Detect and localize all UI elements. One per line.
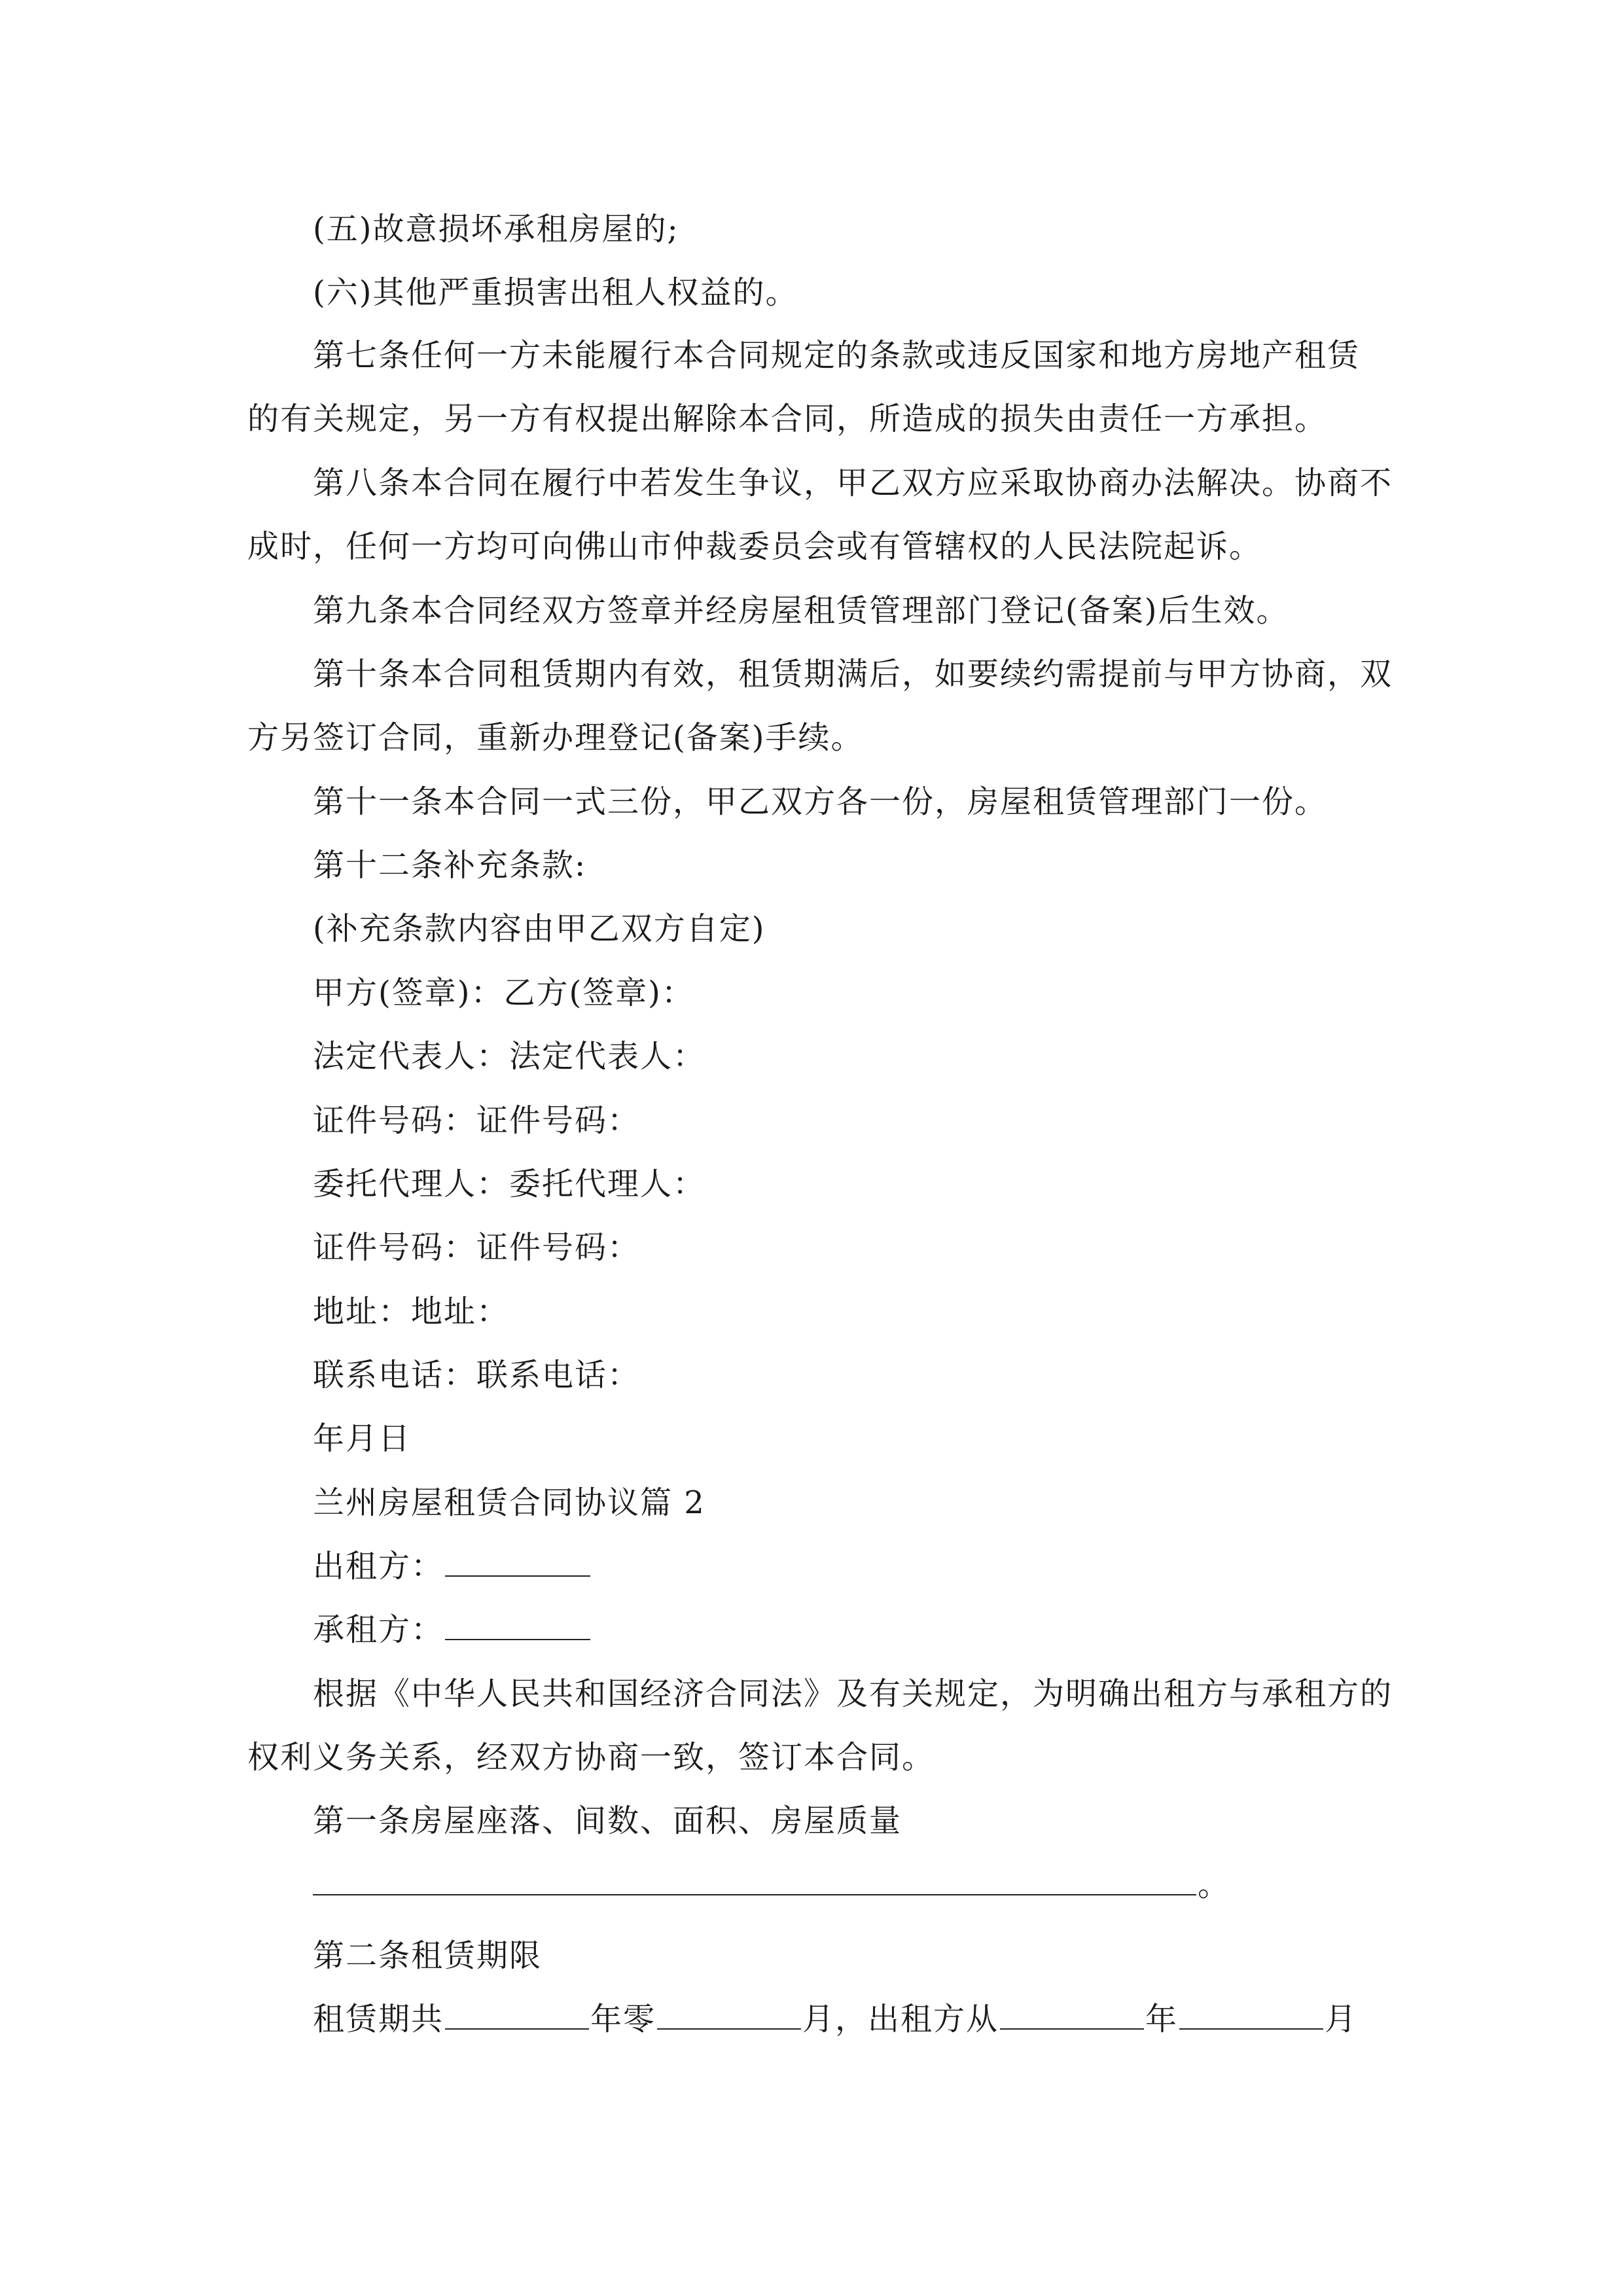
text-line: 第二条租赁期限	[313, 1937, 543, 1974]
lessee-line	[313, 1610, 592, 1649]
text-line: (补充条款内容由甲乙双方自定)	[313, 910, 766, 947]
lessee-label: 承租方：	[313, 1611, 444, 1648]
text-line: 证件号码：证件号码：	[313, 1102, 641, 1139]
text-line: 根据《中华人民共和国经济合同法》及有关规定，为明确出租方与承租方的	[313, 1676, 1393, 1712]
text-line: 成时，任何一方均可向佛山市仲裁委员会或有管辖权的人民法院起诉。	[247, 528, 1262, 565]
text-line: 第十一条本合同一式三份，甲乙双方各一份，房屋租赁管理部门一份。	[313, 783, 1328, 820]
text-line: 证件号码：证件号码：	[313, 1229, 641, 1266]
text-line: (五)故意损坏承租房屋的;	[313, 211, 679, 247]
property-description-blank	[313, 1865, 1196, 1895]
text-line: 第一条房屋座落、间数、面积、房屋质量	[313, 1803, 902, 1839]
text-line: 权利义务关系，经双方协商一致，签订本合同。	[247, 1739, 935, 1776]
text-line: 的有关规定，另一方有权提出解除本合同，所造成的损失由责任一方承担。	[247, 401, 1328, 437]
start-month-blank	[1179, 2000, 1323, 2030]
text-line: 第十二条补充条款:	[313, 847, 587, 884]
text-line: 年月日	[313, 1420, 412, 1457]
lease-term-text-e: 月	[1325, 2001, 1358, 2037]
text-line: 第八条本合同在履行中若发生争议，甲乙双方应采取协商办法解决。协商不	[313, 465, 1393, 501]
lessor-label: 出租方：	[313, 1548, 444, 1585]
lease-term-text-d: 年	[1145, 2001, 1179, 2037]
lease-term-text-a: 租赁期共	[313, 2001, 444, 2037]
text-line: 第九条本合同经双方签章并经房屋租赁管理部门登记(备案)后生效。	[313, 592, 1289, 629]
months-blank	[657, 2000, 801, 2030]
section-heading: 兰州房屋租赁合同协议篇 2	[313, 1484, 705, 1521]
lease-term-text-c: 月，出租方从	[802, 2001, 999, 2037]
lease-term-line	[313, 2000, 1357, 2039]
lessor-line	[313, 1547, 592, 1586]
text-line: 方另签订合同，重新办理登记(备案)手续。	[247, 719, 864, 756]
lessor-blank	[445, 1547, 590, 1577]
text-line: 联系电话：联系电话：	[313, 1357, 641, 1393]
text-line: 法定代表人：法定代表人：	[313, 1038, 706, 1075]
text-line: 地址：地址：	[313, 1293, 510, 1330]
text-line: 第七条任何一方未能履行本合同规定的条款或违反国家和地方房地产租赁	[313, 337, 1361, 374]
text-line: 第十条本合同租赁期内有效，租赁期满后，如要续约需提前与甲方协商，双	[313, 656, 1393, 692]
text-line: 甲方(签章)：乙方(签章)：	[313, 975, 694, 1011]
start-year-blank	[1000, 2000, 1144, 2030]
lease-term-text-b: 年零	[590, 2001, 656, 2037]
text-line: (六)其他严重损害出租人权益的。	[313, 274, 798, 311]
property-description-line	[313, 1865, 1230, 1905]
period-mark: 。	[1198, 1867, 1231, 1903]
lessee-blank	[445, 1610, 590, 1640]
years-blank	[445, 2000, 589, 2030]
text-line: 委托代理人：委托代理人：	[313, 1166, 706, 1202]
